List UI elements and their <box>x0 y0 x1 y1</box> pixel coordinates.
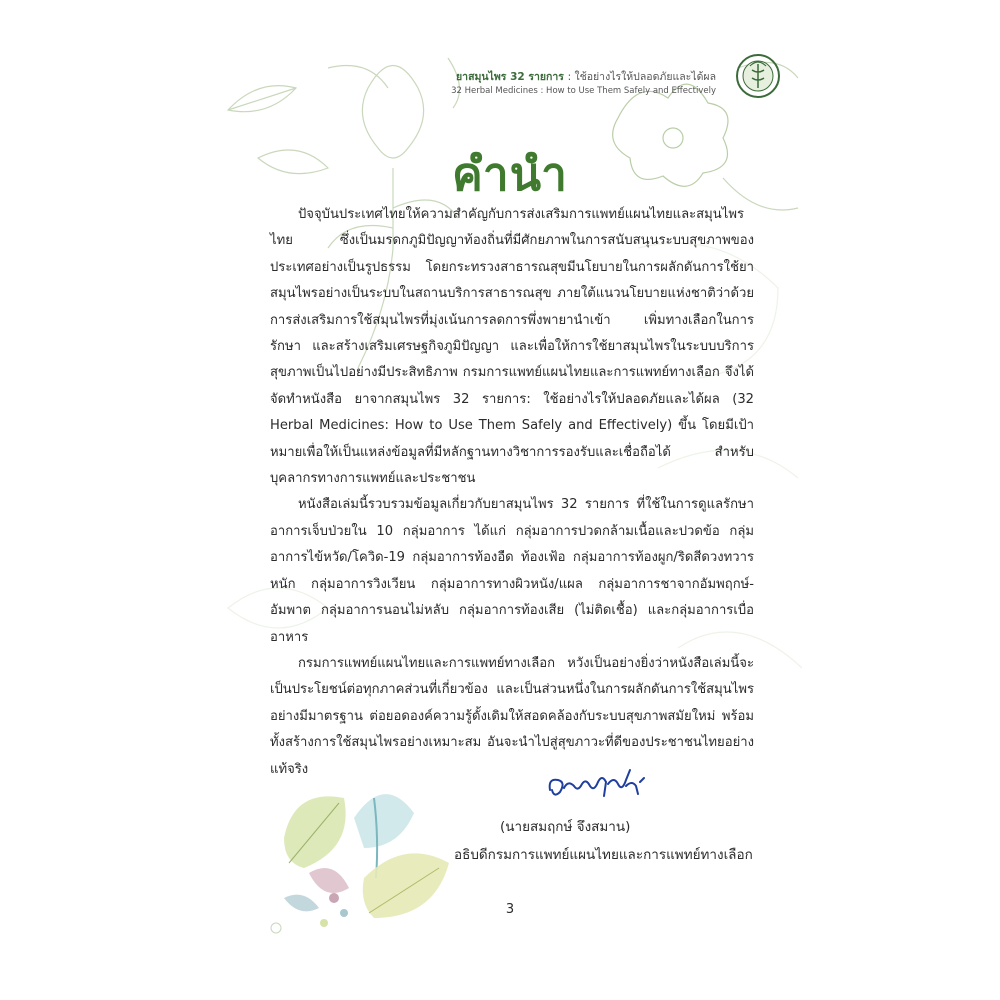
preface-body <box>270 202 754 783</box>
signatory-position: อธิบดีกรมการแพทย์แผนไทยและการแพทย์ทางเลือก <box>454 847 753 863</box>
signatory-name: (นายสมฤกษ์ จึงสมาน) <box>500 819 631 835</box>
header-title: ยาสมุนไพร 32 รายการ <box>456 71 564 83</box>
paragraph-3: กรมการแพทย์แผนไทยและการแพทย์ทางเลือก หวังเป็นอย่างยิ่งว่าหนังสือเล่มนี้จะเป็นประโยชน์ต่อทุกภาคส่วนที่เกี่ยวข้อง และเป็นส่วนหนึ่งในการผลักดันการใช้สมุนไพรอย่างมีมาตรฐาน ต่อยอดองค์ความรู้ดั้งเดิมให้สอดคล้องกับระบบสุขภาพสมัยใหม่ พร้อมทั้งสร้างการใช้สมุนไพรอย่างเหมาะสม อันจะนำไปสู่สุขภาวะที่ดีของประชาชนไทยอย่างแท้จริง <box>270 655 754 777</box>
paragraph-1: ปัจจุบันประเทศไทยให้ความสำคัญกับการส่งเสริมการแพทย์แผนไทยและสมุนไพรไทย ซึ่งเป็นมรดกภูมิปัญญาท้องถิ่นที่มีศักยภาพในการสนับสนุนระบบสุขภาพของประเทศอย่างเป็นรูปธรรม โดยกระทรวงสาธารณสุขมีนโยบายในการผลักดันการใช้ยาสมุนไพรอย่างเป็นระบบในสถานบริการสาธารณสุข ภายใต้แนวนโยบายแห่งชาติว่าด้วยการส่งเสริมการใช้สมุนไพรที่มุ่งเน้นการลดการพึ่งพายานำเข้า เพิ่มทางเลือกในการรักษา และสร้างเสริมเศรษฐกิจภูมิปัญญา และเพื่อให้การใช้ยาสมุนไพรในระบบบริการสุขภาพเป็นไปอย่างมีประสิทธิภาพ กรมการแพทย์แผนไทยและการแพทย์ทางเลือก จึงได้จัดทำหนังสือ ยาจากสมุนไพร 32 รายการ: ใช้อย่างไรให้ปลอดภัยและได้ผล (32 Herbal Medicines: How to Use Them Safely and Effectively) ขึ้น โดยมีเป้าหมายเพื่อให้เป็นแหล่งข้อมูลที่มีหลักฐานทางวิชาการรองรับและเชื่อถือได้ สำหรับบุคลากรทางการแพทย์และประชาชน <box>270 207 754 487</box>
page-title: คำนำ <box>452 147 568 201</box>
page-number: 3 <box>505 902 515 917</box>
running-header <box>356 68 716 96</box>
header-title-line <box>356 68 716 85</box>
header-title-sub: : ใช้อย่างไรให้ปลอดภัยและได้ผล <box>567 71 716 83</box>
leaf-illustration <box>264 778 474 948</box>
paragraph-2: หนังสือเล่มนี้รวบรวมข้อมูลเกี่ยวกับยาสมุนไพร 32 รายการ ที่ใช้ในการดูแลรักษาอาการเจ็บป่วยใน 10 กลุ่มอาการ ได้แก่ กลุ่มอาการปวดกล้ามเนื้อและปวดข้อ กลุ่มอาการไข้หวัด/โควิด-19 กลุ่มอาการท้องอืด ท้องเฟ้อ กลุ่มอาการท้องผูก/ริดสีดวงทวารหนัก กลุ่มอาการวิงเวียน กลุ่มอาการทางผิวหนัง/แผล กลุ่มอาการชาจากอัมพฤกษ์-อัมพาต กลุ่มอาการนอนไม่หลับ กลุ่มอาการท้องเสีย (ไม่ติดเชื้อ) และกลุ่มอาการเบื่ออาหาร <box>270 497 754 645</box>
header-subtitle-en: 32 Herbal Medicines : How to Use Them Safely and Effectively <box>451 86 716 96</box>
signature-image <box>544 760 654 810</box>
document-page <box>218 48 802 956</box>
department-logo-icon <box>734 52 782 112</box>
